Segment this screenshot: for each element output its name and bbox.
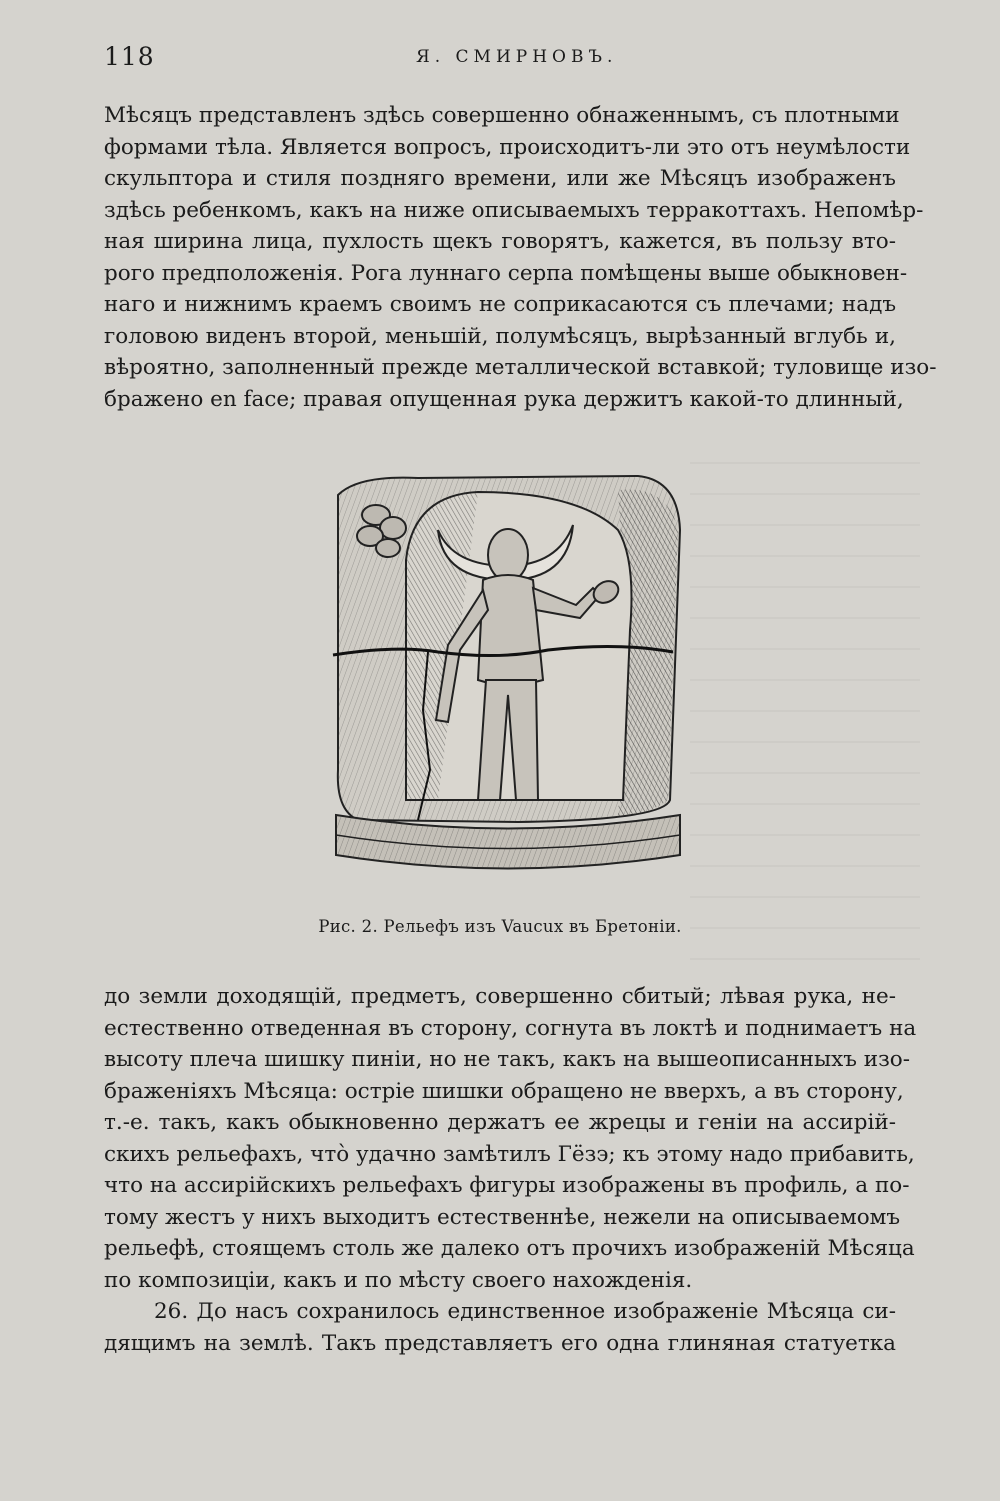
text-line: естественно отведенная въ сторону, согнута въ локтѣ и поднимаетъ на bbox=[104, 1015, 917, 1041]
relief-illustration bbox=[318, 470, 690, 892]
text-line: формами тѣла. Является вопросъ, происходитъ-ли это отъ неумѣлости bbox=[104, 134, 911, 160]
text-line: тому жестъ у нихъ выходитъ естественнѣе, нежели на описываемомъ bbox=[104, 1204, 901, 1230]
text-line: Мѣсяцъ представленъ здѣсь совершенно обнаженнымъ, съ плотными bbox=[104, 103, 900, 128]
bleed-through-texture bbox=[690, 440, 920, 960]
text-line: скихъ рельефахъ, что̀ удачно замѣтилъ Гёзэ; къ этому надо прибавить, bbox=[104, 1141, 915, 1167]
running-head: Я. СМИРНОВЪ. bbox=[416, 47, 618, 67]
page-header bbox=[104, 42, 894, 76]
text-line: по композиціи, какъ и по мѣсту своего нахожденія. bbox=[104, 1267, 693, 1293]
paragraph-1 bbox=[104, 100, 937, 415]
text-line: ная ширина лица, пухлость щекъ говорятъ, кажется, въ пользу вто- bbox=[104, 229, 896, 254]
text-line: скульптора и стиля поздняго времени, или же Мѣсяцъ изображенъ bbox=[104, 166, 896, 191]
relief-figure bbox=[318, 470, 690, 892]
text-line: высоту плеча шишку пиніи, но не такъ, какъ на вышеописанныхъ изо- bbox=[104, 1047, 910, 1072]
text-line: дящимъ на землѣ. Такъ представляетъ его одна глиняная статуетка bbox=[104, 1330, 896, 1356]
text-line: т.-е. такъ, какъ обыкновенно держатъ ее жрецы и геніи на ассирій- bbox=[104, 1110, 896, 1135]
page-number: 118 bbox=[104, 42, 155, 71]
text-line: браженіяхъ Мѣсяца: остріе шишки обращено не вверхъ, а въ сторону, bbox=[104, 1078, 904, 1104]
text-line: рельефѣ, стоящемъ столь же далеко отъ прочихъ изображеній Мѣсяца bbox=[104, 1236, 915, 1261]
text-line: вѣроятно, заполненный прежде металлической вставкой; туловище изо- bbox=[104, 355, 937, 380]
text-line: бражено en face; правая опущенная рука держитъ какой-то длинный, bbox=[104, 386, 904, 412]
text-line: что на ассирійскихъ рельефахъ фигуры изображены въ профиль, а по- bbox=[104, 1173, 910, 1198]
figure-caption: Рис. 2. Рельефъ изъ Vaucux въ Бретоніи. bbox=[318, 917, 682, 936]
text-line: здѣсь ребенкомъ, какъ на ниже описываемыхъ терракоттахъ. Непомѣр- bbox=[104, 197, 924, 223]
text-line: рого предположенія. Рога луннаго серпа помѣщены выше обыкновен- bbox=[104, 260, 908, 286]
text-line: головою виденъ второй, меньшій, полумѣсяцъ, вырѣзанный вглубь и, bbox=[104, 323, 896, 349]
text-line: наго и нижнимъ краемъ своимъ не соприкасаются съ плечами; надъ bbox=[104, 292, 896, 317]
text-line: до земли доходящій, предметъ, совершенно сбитый; лѣвая рука, не- bbox=[104, 984, 896, 1009]
text-line: 26. До насъ сохранилось единственное изображеніе Мѣсяца си- bbox=[154, 1299, 896, 1324]
paragraph-2 bbox=[104, 981, 917, 1359]
